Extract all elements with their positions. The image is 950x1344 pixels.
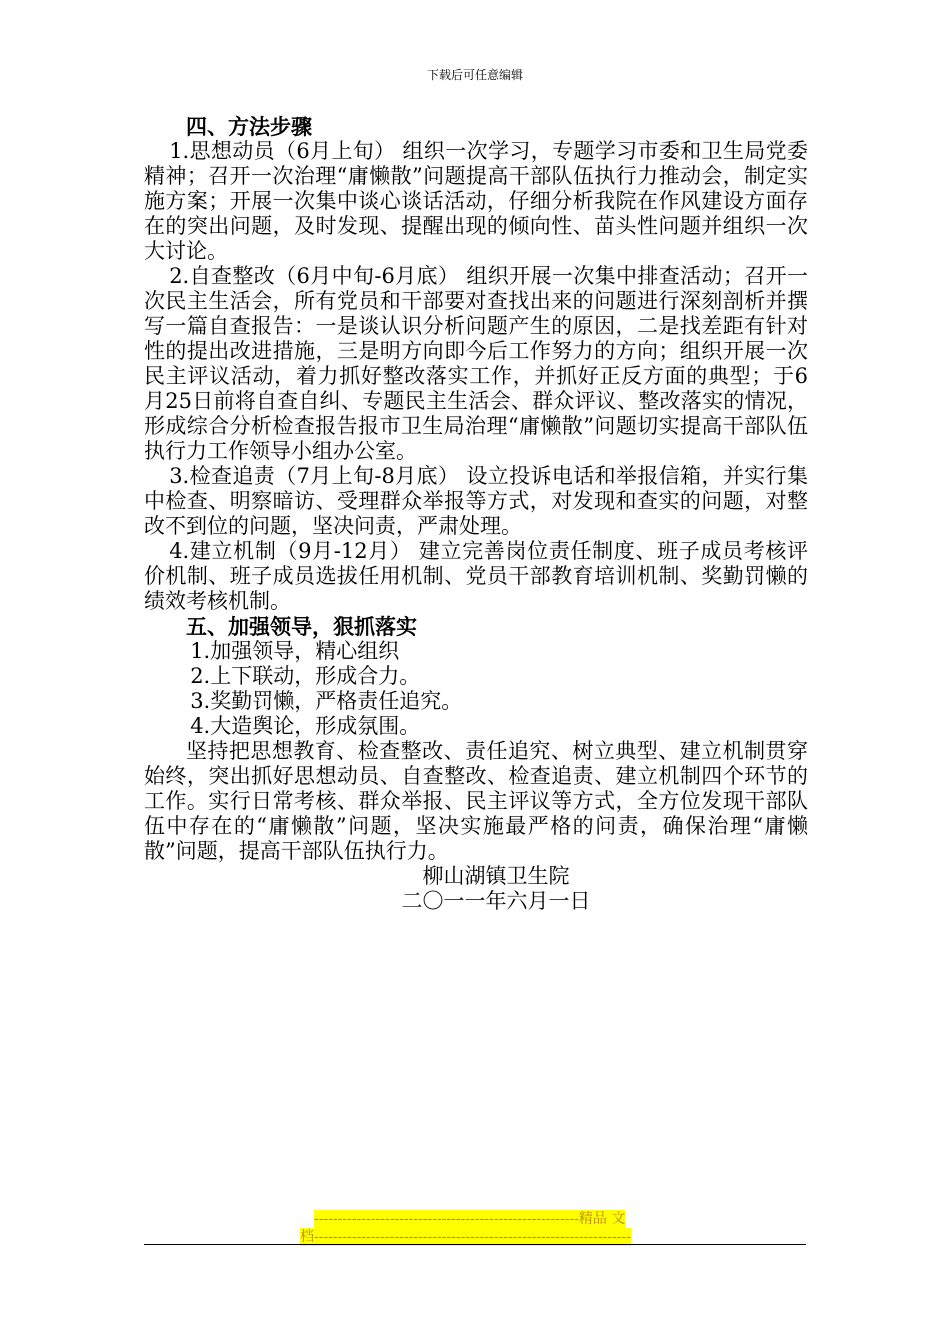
step-2-paragraph: 2.自查整改（6月中旬-6月底） 组织开展一次集中排查活动；召开一次民主生活会，所有党员和干部要对查找出来的问题进行深刻剖析并撰写一篇自查报告：一是谈认识分析问题产生的原因，二是找差距有针对性的提出改进措施，三是明方向即今后工作努力的方向；组织开展一次民主评议活动，着力抓好整改落实工作，并抓好正反方面的典型；于6月25日前将自查自纠、专题民主生活会、群众评议、整改落实的情况，形成综合分析检查报告报市卫生局治理“庸懒散”问题切实提高干部队伍执行力工作领导小组办公室。 xyxy=(144,264,808,463)
footer-line-1: --------------------------------------------------------精品 文 xyxy=(314,1211,626,1227)
list-item: 2.上下联动，形成合力。 xyxy=(190,664,421,688)
footer-watermark xyxy=(300,1210,700,1246)
page-header: 下载后可任意编辑 xyxy=(426,68,523,82)
document-body xyxy=(144,114,808,914)
footer-divider xyxy=(144,1244,806,1245)
step-4-paragraph: 4.建立机制（9月-12月） 建立完善岗位责任制度、班子成员考核评价机制、班子成员选拔任用机制、党员干部教育培训机制、奖勤罚懒的绩效考核机制。 xyxy=(144,539,808,613)
step-1-paragraph: 1.思想动员（6月上旬） 组织一次学习，专题学习市委和卫生局党委精神；召开一次治理“庸懒散”问题提高干部队伍执行力推动会，制定实施方案；开展一次集中谈心谈话活动，仔细分析我院在作风建设方面存在的突出问题，及时发现、提醒出现的倾向性、苗头性问题并组织一次大讨论。 xyxy=(144,139,808,263)
footer-line-2: 档------------------------------------------------------------------- xyxy=(300,1229,631,1245)
closing-paragraph: 坚持把思想教育、检查整改、责任追究、树立典型、建立机制贯穿始终，突出抓好思想动员、自查整改、检查追责、建立机制四个环节的工作。实行日常考核、群众举报、民主评议等方式，全方位发现干部队伍中存在的“庸懒散”问题，坚决实施最严格的问责，确保治理“庸懒散”问题，提高干部队伍执行力。 xyxy=(144,739,808,863)
step-3-paragraph: 3.检查追责（7月上旬-8月底） 设立投诉电话和举报信箱，并实行集中检查、明察暗访、受理群众举报等方式，对发现和查实的问题，对整改不到位的问题，坚决问责，严肃处理。 xyxy=(144,464,808,538)
signature-date: 二〇一一年六月一日 xyxy=(401,889,591,913)
section-four-title: 四、方法步骤 xyxy=(186,114,312,139)
list-item: 1.加强领导，精心组织 xyxy=(190,639,400,663)
list-item: 3.奖勤罚懒，严格责任追究。 xyxy=(190,689,463,713)
signature-organization: 柳山湖镇卫生院 xyxy=(422,864,570,888)
section-five-title: 五、加强领导，狠抓落实 xyxy=(186,614,417,639)
list-item: 4.大造舆论，形成氛围。 xyxy=(190,714,421,738)
